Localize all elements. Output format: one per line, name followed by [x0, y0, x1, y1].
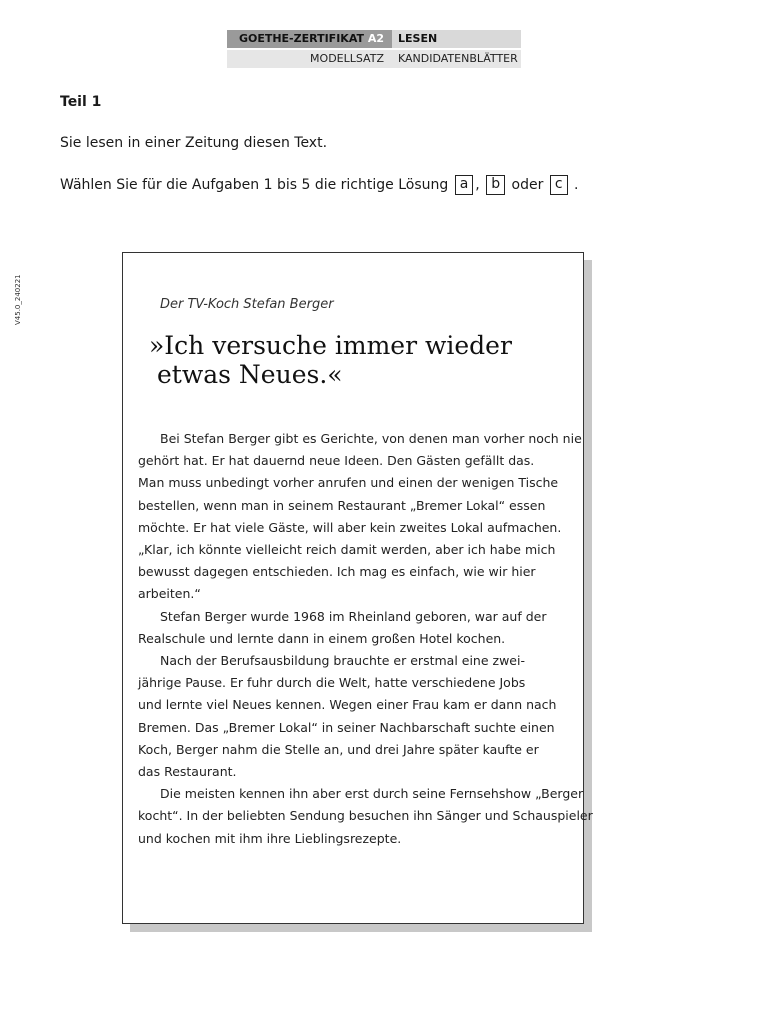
exam-sheet: KANDIDATENBLÄTTER: [392, 50, 521, 68]
article-line: jährige Pause. Er fuhr durch die Welt, hatte verschiedene Jobs: [138, 675, 526, 691]
article-line: das Restaurant.: [138, 764, 237, 780]
article-line: Die meisten kennen ihn aber erst durch seine Fernsehshow „Berger: [160, 786, 584, 802]
sentence-end: .: [573, 177, 579, 193]
article-line: Stefan Berger wurde 1968 im Rheinland geboren, war auf der: [160, 608, 547, 624]
article-line: bewusst dagegen entschieden. Ich mag es einfach, wie wir hier: [138, 564, 536, 580]
article-line: bestellen, wenn man in seinem Restaurant „Bremer Lokal“ essen: [138, 497, 546, 513]
article-line: möchte. Er hat viele Gäste, will aber kein zweites Lokal aufmachen.: [138, 519, 562, 535]
article-line: Bremen. Das „Bremer Lokal“ in seiner Nachbarschaft suchte einen: [138, 719, 555, 735]
article-line: Man muss unbedingt vorher anrufen und einen der wenigen Tische: [138, 475, 559, 491]
article-line: Nach der Berufsausbildung brauchte er erstmal eine zwei-: [160, 653, 525, 669]
exam-header: [227, 30, 521, 68]
article-line: und kochen mit ihm ihre Lieblingsrezepte.: [138, 830, 402, 846]
header-row-bottom: [227, 50, 521, 68]
exam-set: MODELLSATZ: [227, 50, 392, 68]
article-line: Realschule und lernte dann in einem großen Hotel kochen.: [138, 630, 506, 646]
article-kicker: Der TV-Koch Stefan Berger: [160, 297, 334, 312]
exam-level: A2: [367, 32, 384, 45]
part-heading: Teil 1: [60, 94, 102, 110]
separator-oder: oder: [511, 177, 544, 193]
option-c-box: c: [550, 175, 568, 195]
separator-comma: ,: [475, 177, 480, 193]
instruction-choose: [60, 175, 578, 195]
instruction-read: Sie lesen in einer Zeitung diesen Text.: [60, 135, 328, 151]
newspaper-article: [122, 252, 593, 924]
headline-line-2: etwas Neues.«: [157, 360, 343, 389]
article-line: kocht“. In der beliebten Sendung besuchen ihn Sänger und Schauspieler: [138, 808, 593, 824]
article-line: „Klar, ich könnte vielleicht reich damit werden, aber ich habe mich: [138, 542, 556, 558]
exam-title: [227, 30, 392, 48]
option-a-box: a: [455, 175, 474, 195]
article-line: Koch, Berger nahm die Stelle an, und drei Jahre später kaufte er: [138, 741, 539, 757]
article-line: arbeiten.“: [138, 586, 201, 602]
article-body: [138, 428, 593, 850]
version-code: V45.0_240221: [14, 274, 22, 325]
article-line: Bei Stefan Berger gibt es Gerichte, von denen man vorher noch nie: [160, 431, 582, 446]
headline-line-1: »Ich versuche immer wieder: [149, 331, 512, 360]
exam-section: LESEN: [392, 30, 521, 48]
exam-name: GOETHE-ZERTIFIKAT: [238, 32, 364, 45]
article-headline: [149, 331, 569, 389]
article-line: gehört hat. Er hat dauernd neue Ideen. Den Gästen gefällt das.: [138, 453, 535, 469]
header-row-top: [227, 30, 521, 48]
article-line: und lernte viel Neues kennen. Wegen einer Frau kam er dann nach: [138, 697, 557, 713]
instruction-prefix: Wählen Sie für die Aufgaben 1 bis 5 die richtige Lösung: [60, 177, 449, 193]
option-b-box: b: [486, 175, 505, 195]
